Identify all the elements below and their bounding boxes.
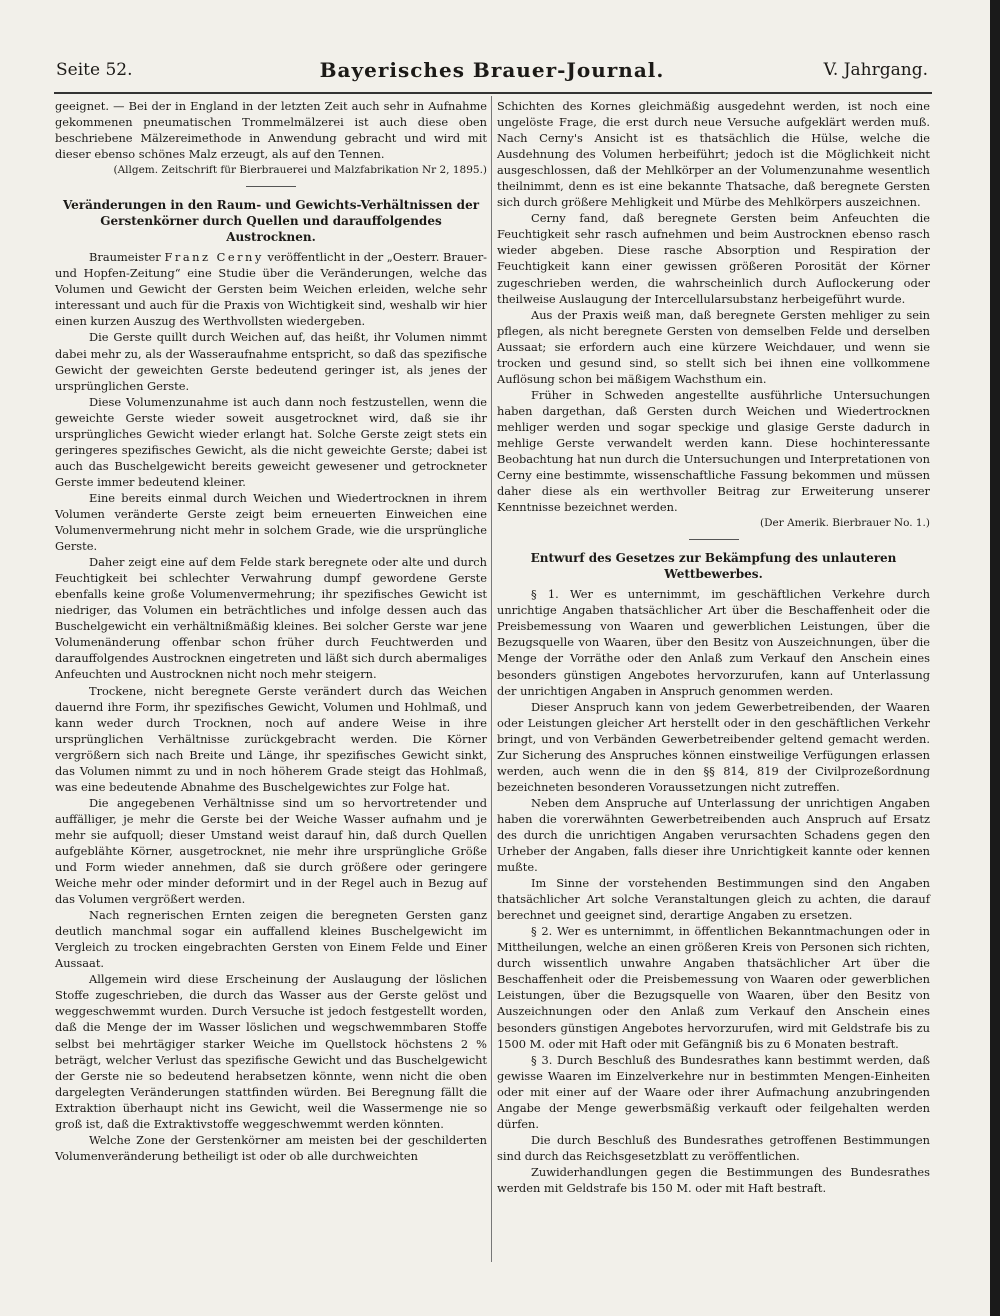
paragraph: § 2. Wer es unternimmt, in öffentlichen Bekanntmachungen oder in Mittheilungen, welche an einen größeren Kreis von Personen sich richten, durch wissentlich unwahre Angaben thatsächlicher Art über die Beschaffenheit oder die Preisbemessung von Waaren oder gewerblichen Leistungen, über die Bezugsquelle von Waaren, über den Besitz von Auszeichnungen oder den Anlaß zum Verkauf den Anschein eines besonders günstigen Angebotes hervorzurufen, wird mit Geldstrafe bis zu 1500 M. oder mit Haft oder mit Gefängniß bis zu 6 Monaten bestraft.	[497, 924, 930, 1051]
paragraph: Nach regnerischen Ernten zeigen die beregneten Gersten ganz deutlich manchmal sogar ein auffallend kleines Buschelgewicht im Vergleich zu trocken eingebrachten Gersten von Einem Felde und Einer Aussaat.	[55, 908, 487, 971]
scan-edge	[990, 0, 1000, 1316]
paragraph	[55, 249, 487, 329]
page-number: Seite 52.	[56, 60, 133, 80]
header-rule	[54, 92, 932, 94]
paragraph: Diese Volumenzunahme ist auch dann noch festzustellen, wenn die geweichte Gerste wieder soweit ausgetrocknet wird, daß sie ihr ursprüngliches Gewicht wieder erlangt hat. Solche Gerste zeigt stets ein geringeres spezifisches Gewicht, als die nicht geweichte Gerste; dabei ist auch das Buschelgewicht bereits geweicht gewesener und getrockneter Gerste immer bedeutend kleiner.	[55, 394, 487, 489]
intro-paragraph: geeignet. — Bei der in England in der letzten Zeit auch sehr in Aufnahme gekommenen pneumatischen Trommelmälzerei ist auch diese oben beschriebene Mälzereimethode in Anwendung gebracht und wird mit dieser ebenso schönes Malz erzeugt, als auf den Tennen.	[55, 99, 487, 162]
left-column	[55, 98, 487, 1164]
paragraph: Die Gerste quillt durch Weichen auf, das heißt, ihr Volumen nimmt dabei mehr zu, als der Wasseraufnahme entspricht, so daß das spezifische Gewicht der geweichten Gerste bedeutend geringer ist, als jenes der ursprünglichen Gerste.	[55, 330, 487, 393]
paragraph: Schichten des Kornes gleichmäßig ausgedehnt werden, ist noch eine ungelöste Frage, die erst durch neue Versuche aufgeklärt werden muß. Nach Cerny's Ansicht ist es thatsächlich die Hülse, welche die Ausdehnung des Volumen herbeiführt; jedoch ist die Möglichkeit nicht ausgeschlossen, daß der Mehlkörper an der Volumenzunahme wesentlich theilnimmt, denn es ist eine bekannte Thatsache, daß beregnete Gersten sich durch größere Mehligkeit und Mürbe des Mehlkörpers auszeichnen.	[497, 99, 930, 210]
text: Braumeister	[89, 250, 161, 265]
paragraph: Zuwiderhandlungen gegen die Bestimmungen des Bundesrathes werden mit Geldstrafe bis 150 M. oder mit Haft bestraft.	[497, 1164, 930, 1195]
text: veröffentlicht in der „Oesterr. Brauer- und Hopfen-Zeitung“ eine Studie über die Veränderungen, welche das Volumen und Gewicht der Gersten beim Weichen erleiden, welche sehr interessant und auch für die Praxis von Wichtigkeit sind, weshalb wir hier einen kurzen Auszug des Werthvollsten wiedergeben.	[55, 250, 488, 329]
article-title: Veränderungen in den Raum- und Gewichts-Verhältnissen der Gerstenkörner durch Quellen und darauffolgendes Austrocknen.	[62, 198, 480, 245]
paragraph: Allgemein wird diese Erscheinung der Auslaugung der löslichen Stoffe zugeschrieben, die durch das Wasser aus der Gerste gelöst und weggeschwemmt wurden. Durch Versuche ist jedoch festgestellt worden, daß die Menge der im Wasser löslichen und wegschwemmbaren Stoffe selbst bei mehrtägiger starker Weiche im Quellstock höchstens 2 % beträgt, welcher Verlust das spezifische Gewicht und das Buschelgewicht der Gerste nie so bedeutend herabsetzen könnte, wenn nicht die oben dargelegten Veränderungen stattfinden würden. Bei Beregnung fällt die Extraktion überhaupt nicht ins Gewicht, weil die Wassermenge nie so groß ist, daß die Extraktivstoffe weggeschwemmt werden könnten.	[55, 972, 487, 1131]
paragraph: Trockene, nicht beregnete Gerste verändert durch das Weichen dauernd ihre Form, ihr spezifisches Gewicht, Volumen und Hohlmaß, und kann weder durch Trocknen, noch auf andere Weise in ihre ursprünglichen Verhältnisse zurückgebracht werden. Die Körner vergrößern sich nach Breite und Länge, ihr spezifisches Gewicht sinkt, das Volumen nimmt zu und in noch höherem Grade steigt das Hohlmaß, was eine bedeutende Abnahme des Buschelgewichtes zur Folge hat.	[55, 683, 487, 794]
volume-label: V. Jahrgang.	[823, 60, 928, 80]
author-name: Franz Cerny	[164, 250, 264, 265]
separator	[246, 186, 296, 187]
paragraph: Cerny fand, daß beregnete Gersten beim Anfeuchten die Feuchtigkeit sehr rasch aufnehmen und beim Austrocknen ebenso rasch wieder abgeben. Diese rasche Absorption und Respiration der Feuchtigkeit kann einer gewissen größeren Porosität der Körner zugeschrieben werden, die wahrscheinlich durch Auflockerung oder theilweise Auslaugung der Intercellularsubstanz herbeigeführt wurde.	[497, 211, 930, 306]
paragraph: Daher zeigt eine auf dem Felde stark beregnete oder alte und durch Feuchtigkeit bei schlechter Verwahrung dumpf gewordene Gerste ebenfalls keine große Volumenvermehrung; ihr spezifisches Gewicht ist niedriger, das Volumen ein beträchtliches und infolge dessen auch das Buschelgewicht ein verhältnißmäßig kleines. Bei solcher Gerste war jene Volumenänderung offenbar schon früher durch Feuchtwerden und darauffolgendes Austrocknen eingetreten und läßt sich durch abermaliges Anfeuchten und Austrocknen nicht noch mehr steigern.	[55, 555, 487, 682]
column-divider	[491, 96, 492, 1262]
paragraph: Dieser Anspruch kann von jedem Gewerbetreibenden, der Waaren oder Leistungen gleicher Art herstellt oder in den geschäftlichen Verkehr bringt, und von Verbänden Gewerbetreibender geltend gemacht werden. Zur Sicherung des Anspruches können einstweilige Verfügungen erlassen werden, auch wenn die in den §§ 814, 819 der Civilprozeßordnung bezeichneten besonderen Voraussetzungen nicht zutreffen.	[497, 699, 930, 794]
paragraph: Aus der Praxis weiß man, daß beregnete Gersten mehliger zu sein pflegen, als nicht beregnete Gersten von demselben Felde und derselben Aussaat; sie erfordern auch eine kürzere Weichdauer, und wenn sie trocken und gesund sind, so stellt sich bei ihnen eine vollkommene Auflösung schon bei mäßigem Wachsthum ein.	[497, 307, 930, 386]
citation: (Der Amerik. Bierbrauer No. 1.)	[759, 517, 930, 530]
article-title: Entwurf des Gesetzes zur Bekämpfung des unlauteren Wettbewerbes.	[530, 551, 897, 582]
page-header	[56, 60, 928, 84]
paragraph: Früher in Schweden angestellte ausführliche Untersuchungen haben dargethan, daß Gersten durch Weichen und Wiedertrocknen mehliger werden und sogar speckige und glasige Gerste dadurch in mehlige Gerste verwandelt werden kann. Diese hochinteressante Beobachtung hat nun durch die Untersuchungen und Interpretationen von Cerny eine bestimmte, wissenschaftliche Fassung bekommen und müssen daher diese als ein werthvoller Beitrag zur Erweiterung unserer Kenntnisse bezeichnet werden.	[497, 387, 930, 515]
paragraph: Im Sinne der vorstehenden Bestimmungen sind den Angaben thatsächlicher Art solche Veranstaltungen gleich zu achten, die darauf berechnet und geeignet sind, derartige Angaben zu ersetzen.	[497, 876, 930, 923]
paragraph: Die durch Beschluß des Bundesrathes getroffenen Bestimmungen sind durch das Reichsgesetzblatt zu veröffentlichen.	[497, 1132, 930, 1163]
paragraph: § 3. Durch Beschluß des Bundesrathes kann bestimmt werden, daß gewisse Waaren im Einzelverkehre nur in bestimmten Mengen-Einheiten oder mit einer auf der Waare oder ihrer Aufmachung anzubringenden Angabe der Menge gewerbsmäßig verkauft oder feilgehalten werden dürfen.	[497, 1052, 930, 1131]
paragraph: Welche Zone der Gerstenkörner am meisten bei der geschilderten Volumenveränderung betheiligt ist oder ob alle durchweichten	[55, 1132, 487, 1163]
paragraph: Neben dem Anspruche auf Unterlassung der unrichtigen Angaben haben die vorerwähnten Gewerbetreibenden auch Anspruch auf Ersatz des durch die unrichtigen Angaben verursachten Schadens gegen den Urheber der Angaben, falls dieser ihre Unrichtigkeit kannte oder kennen mußte.	[497, 795, 930, 875]
journal-title: Bayerisches Brauer-Journal.	[319, 58, 665, 82]
citation: (Allgem. Zeitschrift für Bierbrauerei und Malzfabrikation Nr 2, 1895.)	[113, 164, 487, 177]
paragraph: § 1. Wer es unternimmt, im geschäftlichen Verkehre durch unrichtige Angaben thatsächlicher Art über die Beschaffenheit oder die Preisbemessung von Waaren und gewerblichen Leistungen, über die Bezugsquelle von Waaren, über den Besitz von Auszeichnungen, über die Menge der Vorräthe oder den Anlaß zum Verkauf den Anschein eines besonders günstigen Angebotes hervorzurufen, kann auf Unterlassung der unrichtigen Angaben in Anspruch genommen werden.	[497, 587, 930, 698]
paragraph: Die angegebenen Verhältnisse sind um so hervortretender und auffälliger, je mehr die Gerste bei der Weiche Wasser aufnahm und je mehr sie aufquoll; dieser Umstand weist darauf hin, daß durch Quellen aufgeblähte Körner, ausgetrocknet, nie mehr ihre ursprüngliche Größe und Form wieder annehmen, daß sie durch größere oder geringere Weiche mehr oder minder deformirt und in der Regel auch in Bezug auf das Volumen vergrößert werden.	[55, 795, 487, 907]
separator	[689, 539, 739, 540]
paragraph: Eine bereits einmal durch Weichen und Wiedertrocknen in ihrem Volumen veränderte Gerste zeigt beim erneuerten Einweichen eine Volumenvermehrung nicht mehr in solchem Grade, wie die ursprüngliche Gerste.	[55, 490, 487, 554]
right-column	[497, 98, 930, 1196]
